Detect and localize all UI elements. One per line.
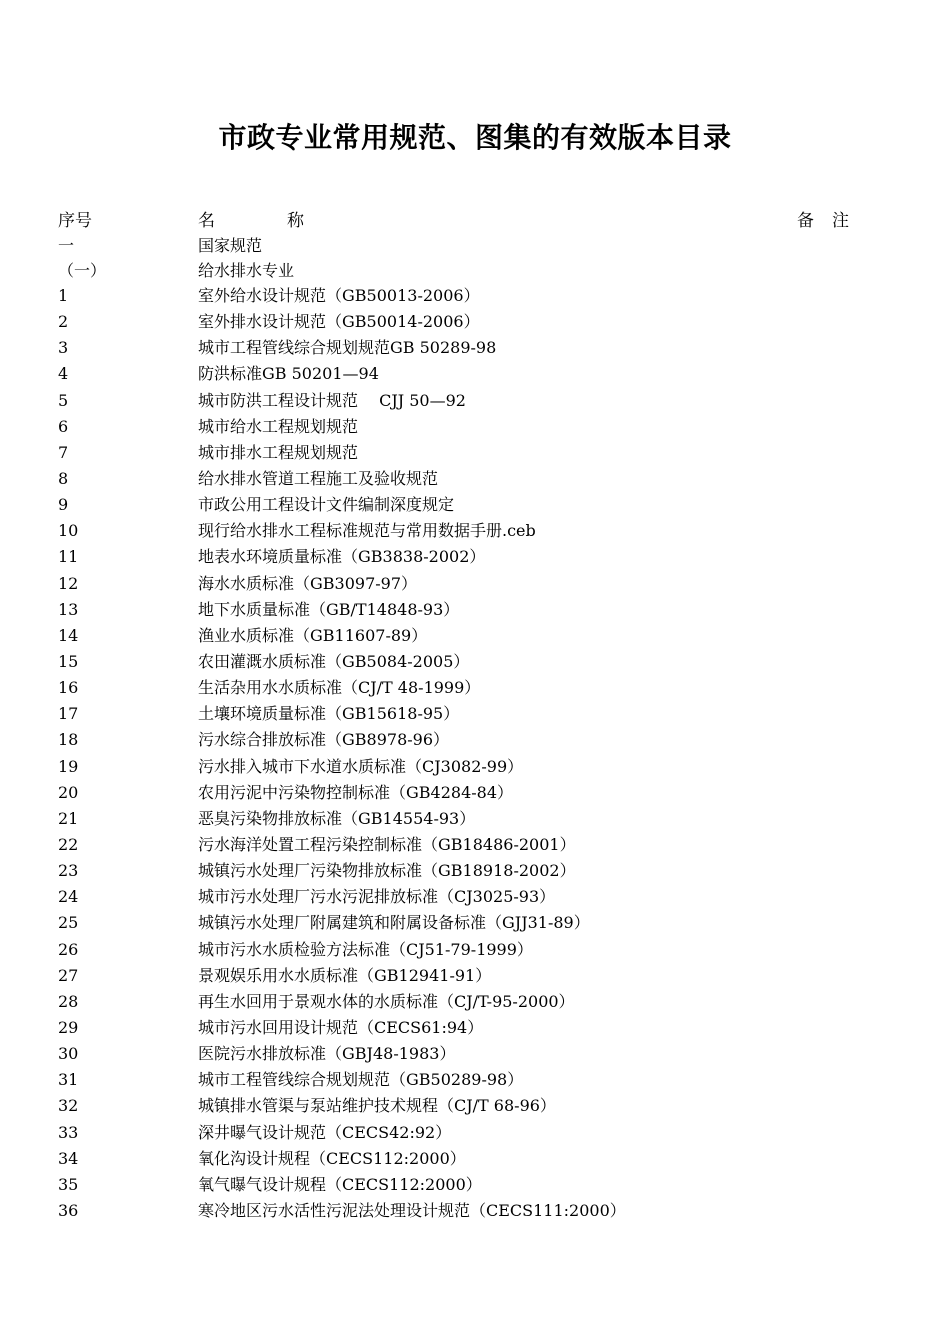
list-item <box>0 414 950 440</box>
item-number: 13 <box>58 599 79 619</box>
item-name: 污水综合排放标准（GB8978-96） <box>198 730 450 750</box>
item-name: 土壤环境质量标准（GB15618-95） <box>198 704 460 724</box>
item-name: 室外排水设计规范（GB50014-2006） <box>198 312 480 332</box>
header-serial-number: 序号 <box>58 211 92 231</box>
item-number: 33 <box>58 1122 79 1142</box>
list-item <box>0 858 950 884</box>
table-header <box>0 208 950 234</box>
item-name: 渔业水质标准（GB11607-89） <box>198 625 428 645</box>
item-number: 4 <box>58 364 69 384</box>
list-item <box>0 675 950 701</box>
item-name: 寒冷地区污水活性污泥法处理设计规范（CECS111:2000） <box>198 1200 626 1220</box>
item-name: 城市给水工程规划规范 <box>198 416 359 436</box>
standards-list <box>0 283 950 1224</box>
document-title: 市政专业常用规范、图集的有效版本目录 <box>218 121 732 154</box>
list-item <box>0 440 950 466</box>
item-number: 8 <box>58 468 69 488</box>
list-item <box>0 727 950 753</box>
list-item <box>0 806 950 832</box>
item-number: 11 <box>58 547 79 567</box>
section-name: 国家规范 <box>198 236 263 255</box>
item-number: 15 <box>58 651 79 671</box>
item-name: 城镇污水处理厂污染物排放标准（GB18918-2002） <box>198 861 576 881</box>
item-name: 城市排水工程规划规范 <box>198 442 359 462</box>
list-item <box>0 989 950 1015</box>
item-number: 2 <box>58 312 69 332</box>
section-row <box>0 258 950 283</box>
list-item <box>0 1172 950 1198</box>
item-name: 城市污水回用设计规范（CECS61:94） <box>198 1017 484 1037</box>
item-number: 26 <box>58 939 79 959</box>
item-number: 18 <box>58 730 79 750</box>
item-number: 9 <box>58 495 69 515</box>
item-number: 7 <box>58 442 69 462</box>
item-number: 21 <box>58 808 79 828</box>
list-item <box>0 963 950 989</box>
item-name: 给水排水管道工程施工及验收规范 <box>198 468 439 488</box>
section-number: （一） <box>58 261 107 280</box>
list-item <box>0 910 950 936</box>
item-number: 36 <box>58 1200 79 1220</box>
header-remarks: 备注 <box>797 211 867 231</box>
list-item <box>0 361 950 387</box>
item-name: 室外给水设计规范（GB50013-2006） <box>198 286 480 305</box>
item-name: 防洪标准GB 50201—94 <box>198 364 379 384</box>
list-item <box>0 335 950 361</box>
list-item <box>0 884 950 910</box>
item-name: 农田灌溉水质标准（GB5084-2005） <box>198 651 470 671</box>
item-name: 污水海洋处置工程污染控制标准（GB18486-2001） <box>198 834 576 854</box>
list-item <box>0 544 950 570</box>
list-item <box>0 309 950 335</box>
item-number: 16 <box>58 678 79 698</box>
item-number: 24 <box>58 887 79 907</box>
item-number: 19 <box>58 756 79 776</box>
item-number: 5 <box>58 390 69 410</box>
item-name: 再生水回用于景观水体的水质标准（CJ/T-95-2000） <box>198 991 575 1011</box>
item-number: 31 <box>58 1070 79 1090</box>
item-name: 海水水质标准（GB3097-97） <box>198 573 418 593</box>
item-number: 27 <box>58 965 79 985</box>
list-item <box>0 1198 950 1224</box>
item-name: 医院污水排放标准（GBJ48-1983） <box>198 1044 456 1064</box>
item-number: 3 <box>58 338 69 358</box>
list-item <box>0 937 950 963</box>
list-item <box>0 1146 950 1172</box>
item-number: 1 <box>58 286 69 305</box>
item-name: 地下水质量标准（GB/T14848-93） <box>198 599 460 619</box>
list-item <box>0 623 950 649</box>
item-name: 污水排入城市下水道水质标准（CJ3082-99） <box>198 756 524 776</box>
list-item <box>0 1041 950 1067</box>
item-name: 城市污水处理厂污水污泥排放标准（CJ3025-93） <box>198 887 556 907</box>
item-number: 28 <box>58 991 79 1011</box>
item-name: 城镇排水管渠与泵站维护技术规程（CJ/T 68-96） <box>198 1096 556 1116</box>
list-item <box>0 1015 950 1041</box>
header-name: 名称 <box>198 211 376 231</box>
item-name: 城市污水水质检验方法标准（CJ51-79-1999） <box>198 939 533 959</box>
item-number: 29 <box>58 1017 79 1037</box>
list-item <box>0 571 950 597</box>
item-number: 34 <box>58 1148 79 1168</box>
list-item <box>0 1093 950 1119</box>
list-item <box>0 388 950 414</box>
item-number: 22 <box>58 834 79 854</box>
section-row <box>0 233 950 258</box>
item-name: 地表水环境质量标准（GB3838-2002） <box>198 547 486 567</box>
item-name: 生活杂用水水质标准（CJ/T 48-1999） <box>198 678 481 698</box>
item-name: 恶臭污染物排放标准（GB14554-93） <box>198 808 476 828</box>
list-item <box>0 466 950 492</box>
item-number: 17 <box>58 704 79 724</box>
item-number: 23 <box>58 861 79 881</box>
item-name: 现行给水排水工程标准规范与常用数据手册.ceb <box>198 521 536 541</box>
list-item <box>0 1120 950 1146</box>
list-item <box>0 780 950 806</box>
item-name: 深井曝气设计规范（CECS42:92） <box>198 1122 452 1142</box>
list-item <box>0 754 950 780</box>
item-number: 14 <box>58 625 79 645</box>
list-item <box>0 1067 950 1093</box>
item-name: 景观娱乐用水水质标准（GB12941-91） <box>198 965 492 985</box>
item-number: 20 <box>58 782 79 802</box>
item-number: 35 <box>58 1174 79 1194</box>
section-name: 给水排水专业 <box>198 261 295 280</box>
item-number: 6 <box>58 416 69 436</box>
item-name: 城市工程管线综合规划规范GB 50289-98 <box>198 338 497 358</box>
section-number: 一 <box>58 236 75 255</box>
item-name: 城市防洪工程设计规范 CJJ 50—92 <box>198 390 466 410</box>
item-number: 12 <box>58 573 79 593</box>
item-number: 25 <box>58 913 79 933</box>
list-item <box>0 701 950 727</box>
item-name: 城镇污水处理厂附属建筑和附属设备标准（GJJ31-89） <box>198 913 590 933</box>
section-headings <box>0 233 950 283</box>
list-item <box>0 283 950 309</box>
list-item <box>0 597 950 623</box>
item-number: 32 <box>58 1096 79 1116</box>
item-name: 城市工程管线综合规划规范（GB50289-98） <box>198 1070 524 1090</box>
item-name: 农用污泥中污染物控制标准（GB4284-84） <box>198 782 514 802</box>
list-item <box>0 832 950 858</box>
item-number: 10 <box>58 521 79 541</box>
item-name: 氧气曝气设计规程（CECS112:2000） <box>198 1174 482 1194</box>
list-item <box>0 649 950 675</box>
list-item <box>0 492 950 518</box>
item-name: 市政公用工程设计文件编制深度规定 <box>198 495 455 515</box>
list-item <box>0 518 950 544</box>
item-number: 30 <box>58 1044 79 1064</box>
item-name: 氧化沟设计规程（CECS112:2000） <box>198 1148 466 1168</box>
